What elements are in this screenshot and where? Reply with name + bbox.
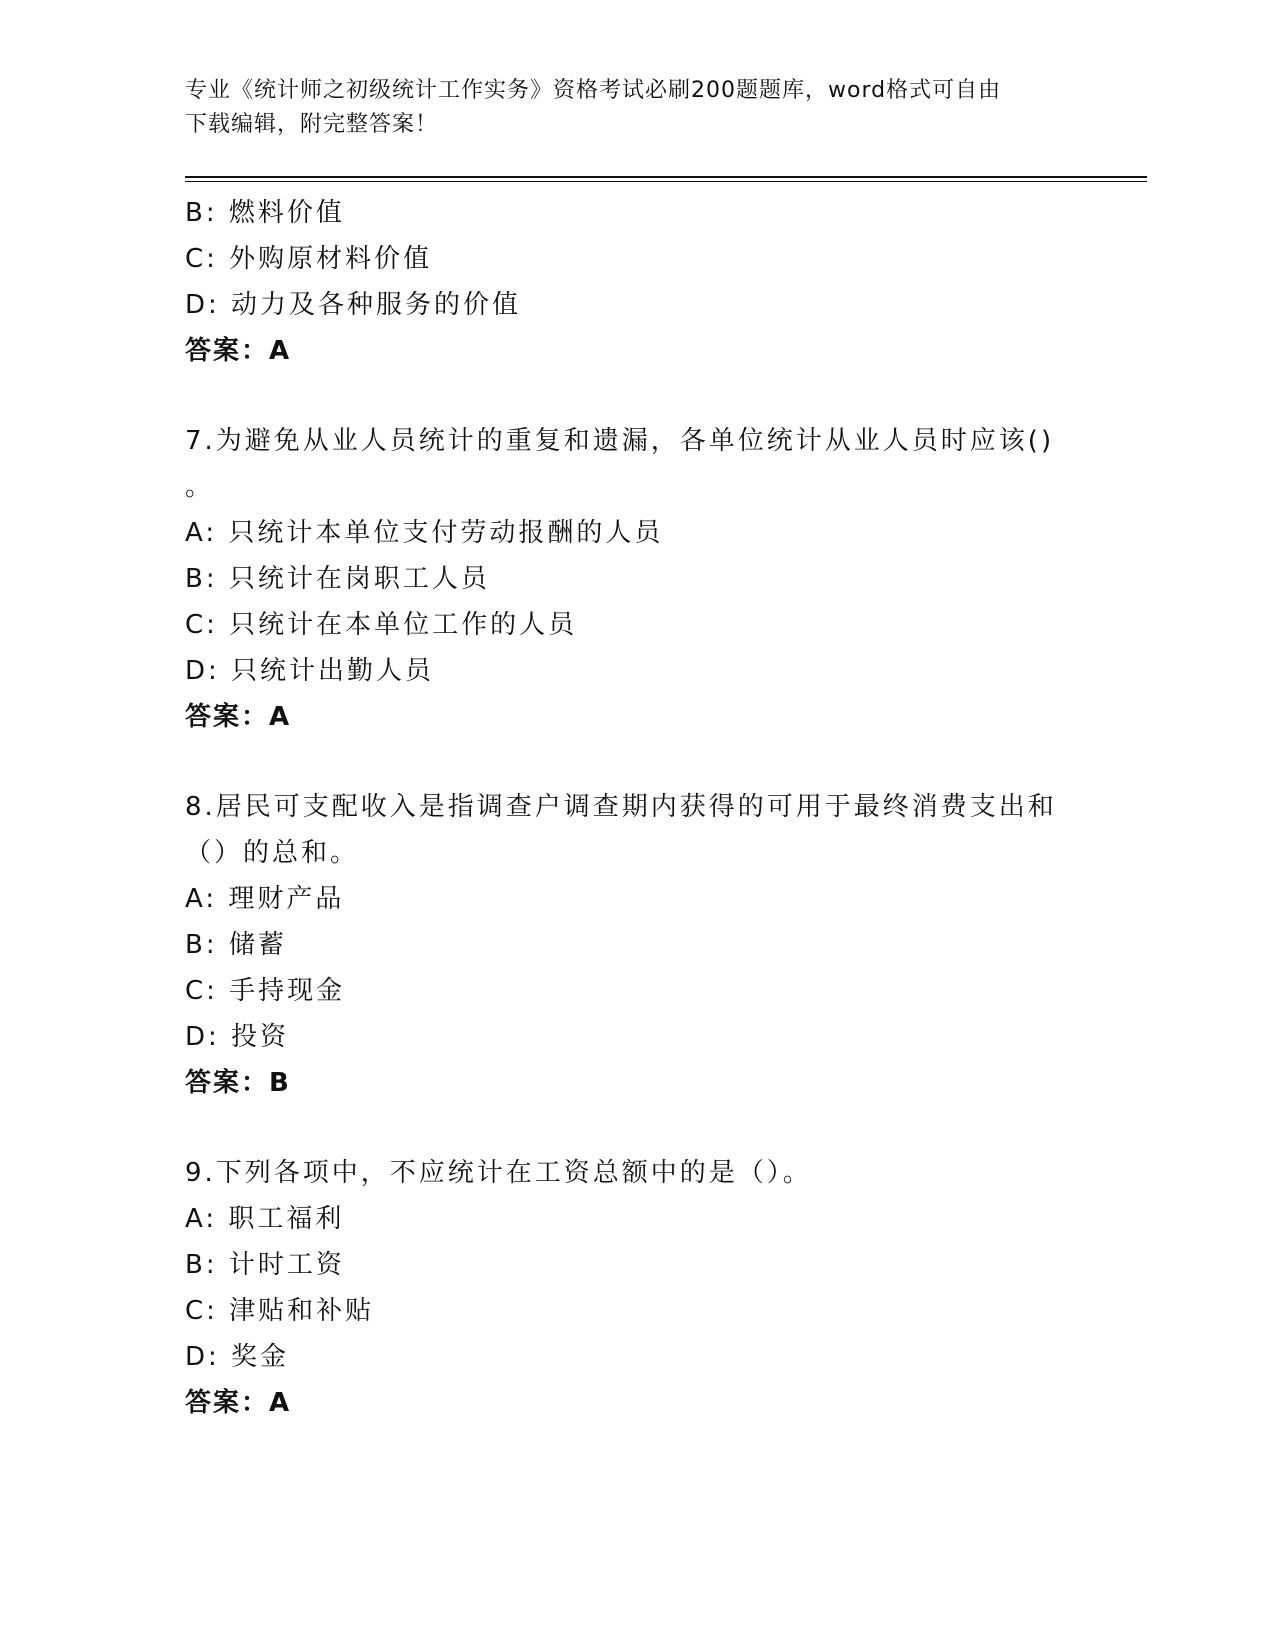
option-d: D: 只统计出勤人员 — [185, 656, 435, 686]
header-line-2: 下载编辑，附完整答案！ — [185, 112, 439, 137]
question-stem-cont: （）的总和。 — [185, 838, 360, 868]
question-stem: 7.为避免从业人员统计的重复和遗漏，各单位统计从业人员时应该() — [185, 426, 1055, 456]
option-c: C: 津贴和补贴 — [185, 1296, 375, 1326]
option-b: B: 储蓄 — [185, 930, 287, 960]
header-line-1: 专业《统计师之初级统计工作实务》资格考试必刷200题题库，word格式可自由 — [185, 78, 1002, 103]
option-a: A: 理财产品 — [185, 884, 345, 914]
question-prev — [185, 190, 1085, 374]
option-d: D: 投资 — [185, 1022, 290, 1052]
document-header — [185, 74, 1085, 142]
answer: 答案：A — [185, 702, 292, 732]
question-9 — [185, 1150, 1085, 1426]
question-7 — [185, 418, 1085, 740]
option-b: B: 计时工资 — [185, 1250, 345, 1280]
question-stem: 8.居民可支配收入是指调查户调查期内获得的可用于最终消费支出和 — [185, 792, 1057, 822]
option-b: B: 燃料价值 — [185, 198, 345, 228]
question-list — [185, 190, 1085, 1426]
question-stem: 9.下列各项中，不应统计在工资总额中的是（）。 — [185, 1158, 812, 1188]
option-d: D: 奖金 — [185, 1342, 290, 1372]
answer: 答案：B — [185, 1068, 291, 1098]
answer: 答案：A — [185, 336, 292, 366]
option-a: A: 只统计本单位支付劳动报酬的人员 — [185, 518, 664, 548]
option-d: D: 动力及各种服务的价值 — [185, 290, 522, 320]
option-c: C: 手持现金 — [185, 976, 346, 1006]
question-stem-cont: 。 — [185, 472, 215, 502]
question-8 — [185, 784, 1085, 1106]
header-rule-thick — [185, 176, 1147, 178]
header-rule-thin — [185, 181, 1147, 182]
option-c: C: 只统计在本单位工作的人员 — [185, 610, 578, 640]
option-c: C: 外购原材料价值 — [185, 244, 433, 274]
option-a: A: 职工福利 — [185, 1204, 345, 1234]
answer: 答案：A — [185, 1388, 292, 1418]
option-b: B: 只统计在岗职工人员 — [185, 564, 490, 594]
